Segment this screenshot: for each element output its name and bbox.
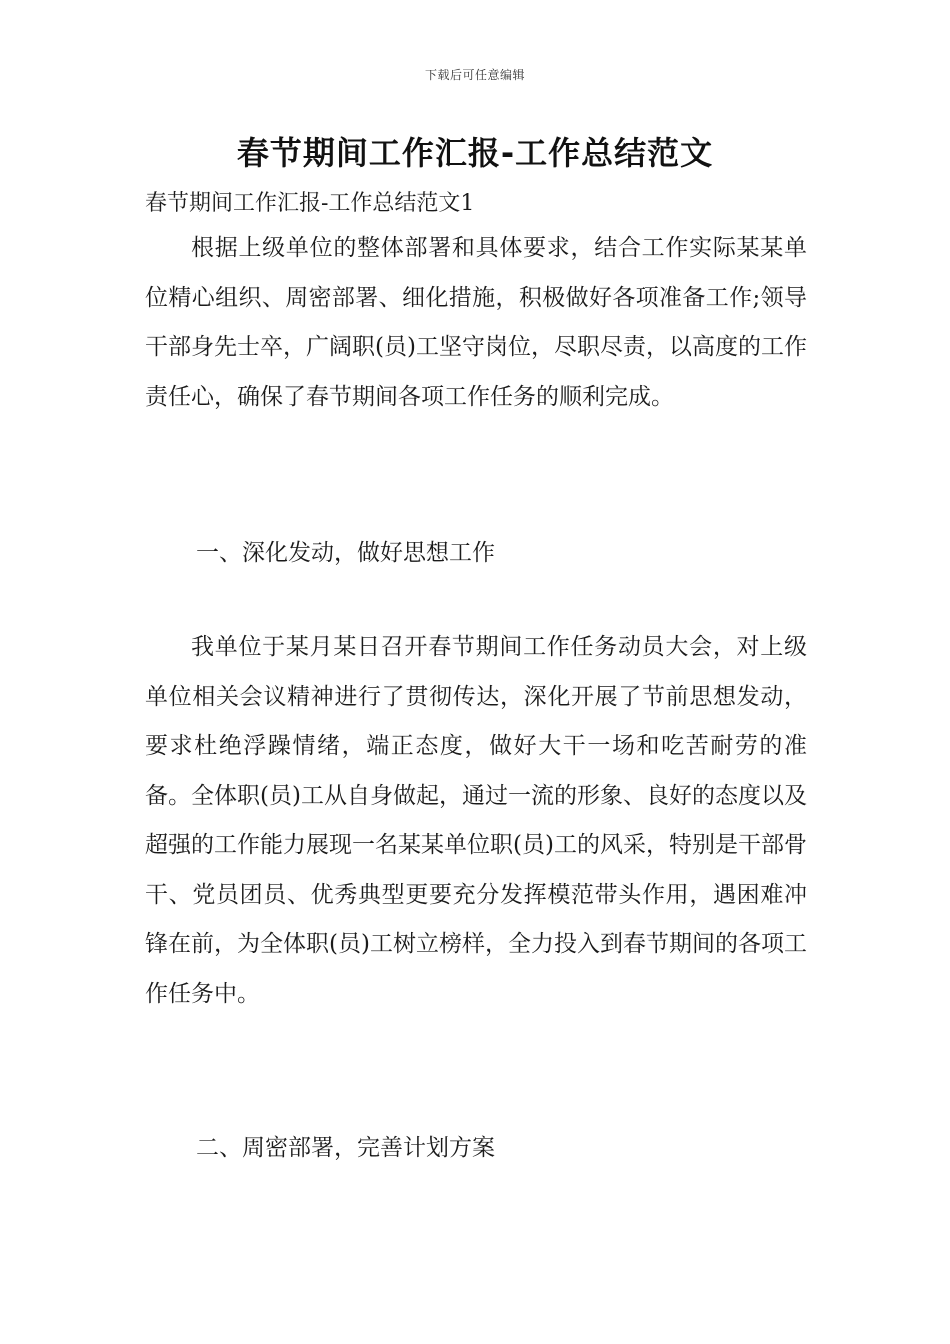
document-subtitle: 春节期间工作汇报-工作总结范文1 [145, 191, 475, 216]
download-note: 下载后可任意编辑 [424, 68, 525, 82]
section-1-heading: 一、深化发动，做好思想工作 [196, 540, 495, 566]
intro-paragraph: 根据上级单位的整体部署和具体要求，结合工作实际某某单位精心组织、周密部署、细化措施，积极做好各项准备工作;领导干部身先士卒，广阔职(员)工坚守岗位，尽职尽责，以高度的工作责任心，确保了春节期间各项工作任务的顺利完成。 [145, 235, 807, 410]
document-title: 春节期间工作汇报-工作总结范文 [236, 134, 714, 172]
section-1-paragraph: 我单位于某月某日召开春节期间工作任务动员大会，对上级单位相关会议精神进行了贯彻传达，深化开展了节前思想发动，要求杜绝浮躁情绪，端正态度，做好大干一场和吃苦耐劳的准备。全体职(员)工从自身做起，通过一流的形象、良好的态度以及超强的工作能力展现一名某某单位职(员)工的风采，特别是干部骨干、党员团员、优秀典型更要充分发挥模范带头作用，遇困难冲锋在前，为全体职(员)工树立榜样，全力投入到春节期间的各项工作任务中。 [145, 634, 807, 1007]
section-2-heading: 二、周密部署，完善计划方案 [196, 1135, 495, 1161]
